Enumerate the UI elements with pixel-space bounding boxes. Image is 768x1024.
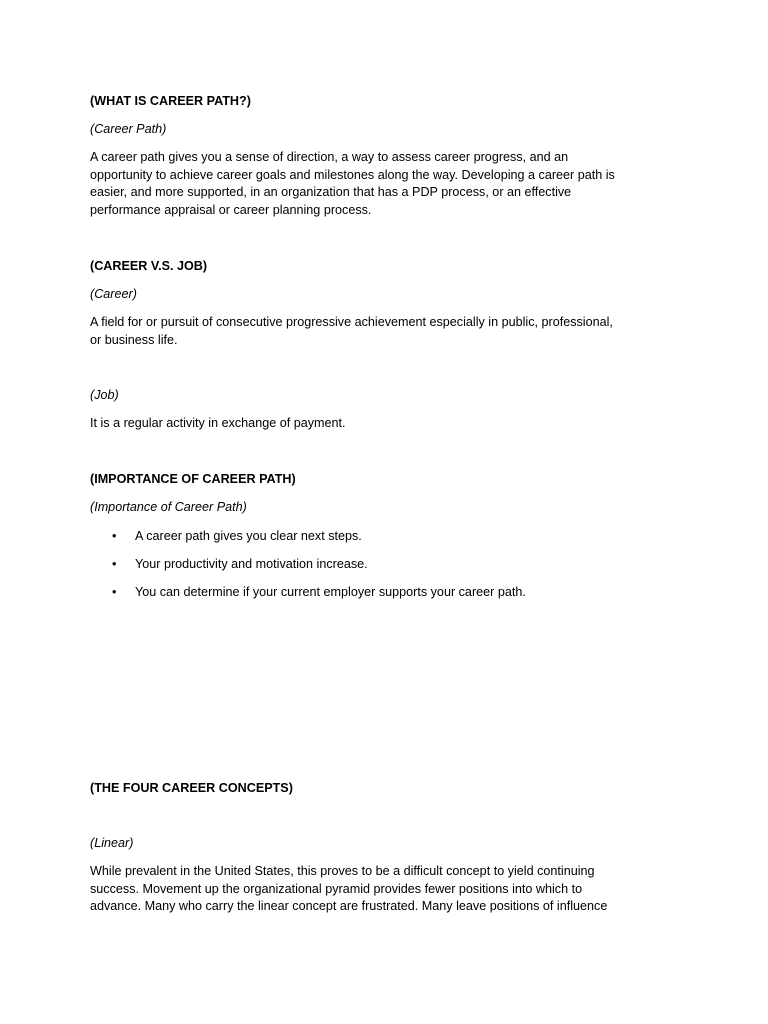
paragraph-linear-concept [90, 863, 680, 916]
paragraph-career-path-definition [90, 149, 680, 219]
bullet-icon: • [112, 557, 117, 571]
heading-what-is-career-path: (WHAT IS CAREER PATH?) [90, 94, 251, 108]
paragraph-line: While prevalent in the United States, this proves to be a difficult concept to yield continuing [90, 864, 595, 878]
bullet-icon: • [112, 585, 117, 599]
subheading-career-path: (Career Path) [90, 122, 167, 136]
list-item-text: Your productivity and motivation increase. [135, 557, 368, 571]
paragraph-line: easier, and more supported, in an organization that has a PDP process, or an effective [90, 185, 572, 200]
paragraph-line: A field for or pursuit of consecutive progressive achievement especially in public, professional, [90, 315, 613, 329]
subheading-importance-of-career-path: (Importance of Career Path) [90, 500, 247, 514]
heading-four-career-concepts: (THE FOUR CAREER CONCEPTS) [90, 781, 293, 795]
paragraph-line: advance. Many who carry the linear concept are frustrated. Many leave positions of influence [90, 899, 608, 914]
paragraph-line: opportunity to achieve career goals and milestones along the way. Developing a career path is [90, 167, 615, 182]
paragraph-line: performance appraisal or career planning process. [90, 202, 372, 217]
subheading-linear: (Linear) [90, 836, 134, 850]
heading-importance-of-career-path: (IMPORTANCE OF CAREER PATH) [90, 472, 296, 486]
heading-career-vs-job: (CAREER V.S. JOB) [90, 259, 208, 273]
paragraph-job-definition: It is a regular activity in exchange of payment. [90, 416, 346, 430]
paragraph-line: A career path gives you a sense of direction, a way to assess career progress, and an [90, 150, 569, 164]
paragraph-line: or business life. [90, 332, 178, 347]
subheading-job: (Job) [90, 388, 119, 402]
bullet-icon: • [112, 529, 117, 543]
paragraph-career-definition [90, 314, 680, 349]
list-item-text: A career path gives you clear next steps. [135, 529, 362, 543]
list-item-text: You can determine if your current employer supports your career path. [135, 585, 526, 599]
paragraph-line: success. Movement up the organizational pyramid provides fewer positions into which to [90, 881, 583, 896]
subheading-career: (Career) [90, 287, 137, 301]
